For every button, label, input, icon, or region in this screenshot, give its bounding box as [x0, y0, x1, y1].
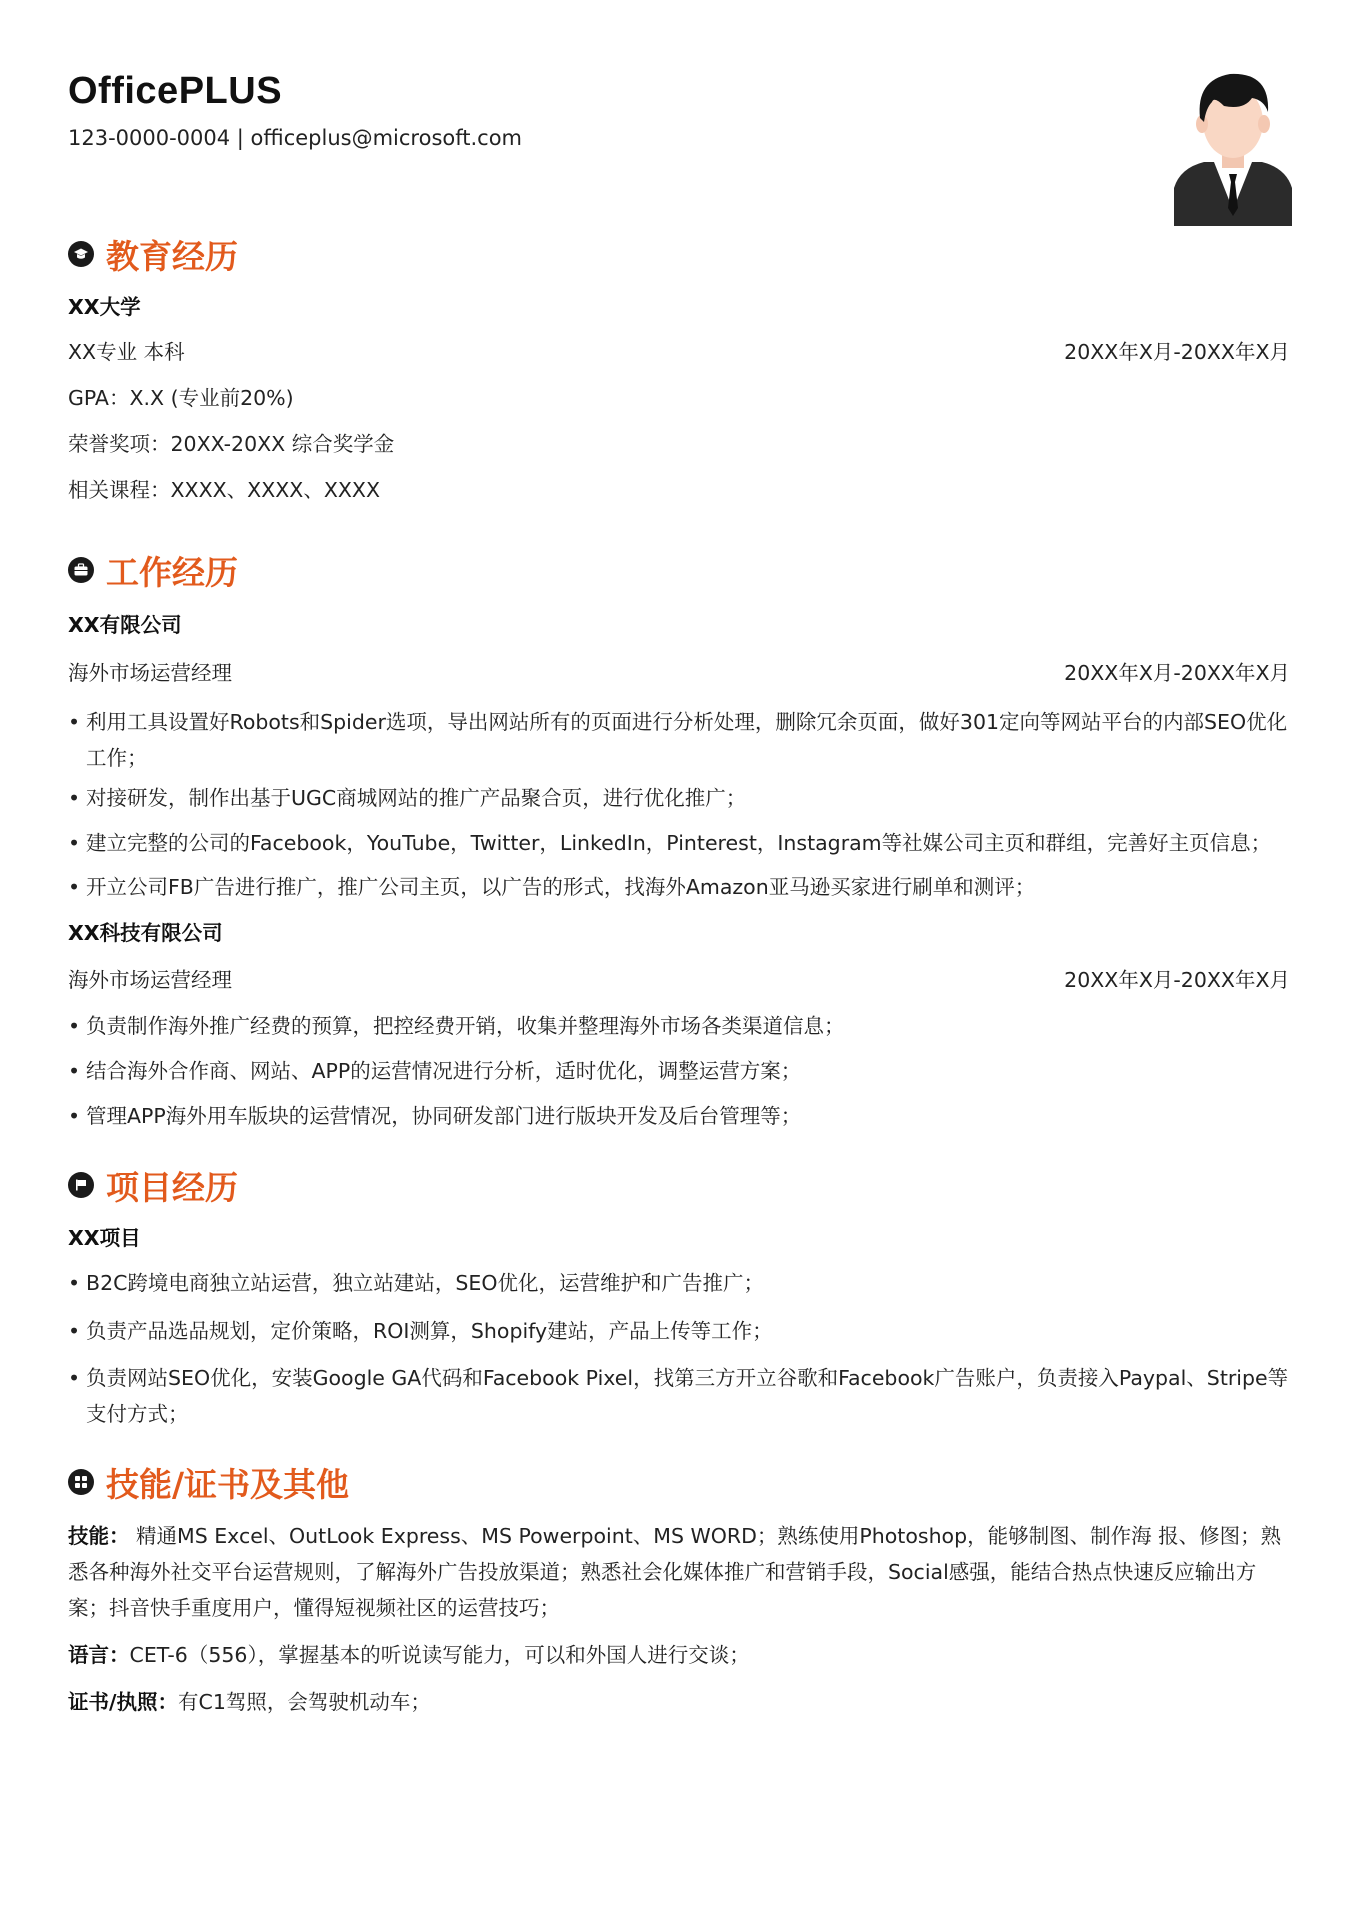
language-text: CET-6（556），掌握基本的听说读写能力，可以和外国人进行交谈；	[129, 1643, 750, 1667]
bullet-text: 负责制作海外推广经费的预算，把控经费开销，收集并整理海外市场各类渠道信息；	[86, 1014, 845, 1038]
section-heading: 工作经历	[106, 552, 238, 592]
honors: 荣誉奖项：20XX-20XX 综合奖学金	[68, 432, 395, 456]
list-item: • 开立公司FB广告进行推广，推广公司主页，以广告的形式，找海外Amazon亚马逊买家进行刷单和测评；	[68, 869, 1290, 905]
section-title-education	[68, 233, 238, 275]
company-name: XX科技有限公司	[68, 921, 223, 945]
list-item: • B2C跨境电商独立站运营，独立站建站，SEO优化，运营维护和广告推广；	[68, 1265, 1290, 1301]
section-title-project	[68, 1164, 238, 1206]
skills-label: 技能：	[68, 1524, 130, 1548]
skills-paragraph	[68, 1518, 1290, 1626]
section-heading: 教育经历	[106, 236, 238, 276]
education-major-row	[68, 337, 1290, 368]
certificate-label: 证书/执照：	[68, 1690, 178, 1714]
company-name: XX有限公司	[68, 613, 182, 637]
list-item: • 对接研发，制作出基于UGC商城网站的推广产品聚合页，进行优化推广；	[68, 780, 1290, 816]
list-item: • 管理APP海外用车版块的运营情况，协同研发部门进行版块开发及后台管理等；	[68, 1098, 1290, 1134]
briefcase-icon	[68, 557, 94, 583]
list-item: • 负责产品选品规划，定价策略，ROI测算，Shopify建站，产品上传等工作；	[68, 1313, 1290, 1349]
section-heading: 项目经历	[106, 1167, 238, 1207]
major-degree: XX专业 本科	[68, 340, 185, 364]
job-role: 海外市场运营经理	[68, 661, 232, 685]
bullet-text: 开立公司FB广告进行推广，推广公司主页，以广告的形式，找海外Amazon亚马逊买家进行刷单和测评；	[86, 875, 1036, 899]
courses: 相关课程：XXXX、XXXX、XXXX	[68, 478, 381, 502]
avatar	[1174, 70, 1292, 226]
avatar-portrait-icon	[1174, 70, 1292, 226]
candidate-name: OfficePLUS	[68, 70, 283, 112]
contact-info: 123-0000-0004 | officeplus@microsoft.com	[68, 126, 523, 150]
certificate-text: 有C1驾照，会驾驶机动车；	[178, 1690, 431, 1714]
project-name: XX项目	[68, 1226, 141, 1250]
list-item: • 负责制作海外推广经费的预算，把控经费开销，收集并整理海外市场各类渠道信息；	[68, 1008, 1290, 1044]
bullet-text: 结合海外合作商、网站、APP的运营情况进行分析，适时优化，调整运营方案；	[86, 1059, 802, 1083]
graduation-cap-icon	[68, 241, 94, 267]
flag-icon	[68, 1172, 94, 1198]
bullet-text: 负责网站SEO优化，安装Google GA代码和Facebook Pixel，找第三方开立谷歌和Facebook广告账户，负责接入Paypal、Stripe等支付方式；	[86, 1366, 1289, 1426]
section-heading: 技能/证书及其他	[106, 1464, 350, 1504]
bullet-text: B2C跨境电商独立站运营，独立站建站，SEO优化，运营维护和广告推广；	[86, 1271, 765, 1295]
list-item: • 建立完整的公司的Facebook，YouTube，Twitter，LinkedIn，Pinterest，Instagram等社媒公司主页和群组，完善好主页信息；	[68, 825, 1290, 861]
gpa: GPA：X.X (专业前20%)	[68, 386, 294, 410]
certificate-paragraph	[68, 1684, 1290, 1720]
bullet-text: 建立完整的公司的Facebook，YouTube，Twitter，LinkedIn，Pinterest，Instagram等社媒公司主页和群组，完善好主页信息；	[86, 831, 1272, 855]
list-item: • 负责网站SEO优化，安装Google GA代码和Facebook Pixel，找第三方开立谷歌和Facebook广告账户，负责接入Paypal、Stripe等支付方式；	[68, 1360, 1290, 1432]
bullet-text: 对接研发，制作出基于UGC商城网站的推广产品聚合页，进行优化推广；	[86, 786, 747, 810]
bullet-text: 管理APP海外用车版块的运营情况，协同研发部门进行版块开发及后台管理等；	[86, 1104, 802, 1128]
list-item: • 利用工具设置好Robots和Spider选项，导出网站所有的页面进行分析处理，删除冗余页面，做好301定向等网站平台的内部SEO优化工作；	[68, 704, 1290, 776]
job-role: 海外市场运营经理	[68, 968, 232, 992]
job-role-row	[68, 965, 1290, 996]
education-date: 20XX年X月-20XX年X月	[1064, 340, 1290, 364]
skills-text: 精通MS Excel、OutLook Express、MS Powerpoint、MS WORD；熟练使用Photoshop，能够制图、制作海 报、修图；熟悉各种海外社交平台运营规则，了解海外广告投放渠道；熟悉社会化媒体推广和营销手段，Social感强，能结合热点快速反应输出方案；抖音快手重度用户，懂得短视频社区的运营技巧；	[68, 1524, 1282, 1620]
job-date: 20XX年X月-20XX年X月	[1064, 968, 1290, 992]
list-item: • 结合海外合作商、网站、APP的运营情况进行分析，适时优化，调整运营方案；	[68, 1053, 1290, 1089]
bullet-text: 利用工具设置好Robots和Spider选项，导出网站所有的页面进行分析处理，删除冗余页面，做好301定向等网站平台的内部SEO优化工作；	[86, 710, 1288, 770]
language-label: 语言：	[68, 1643, 130, 1667]
grid-icon	[68, 1469, 94, 1495]
section-title-skills	[68, 1461, 349, 1503]
job-date: 20XX年X月-20XX年X月	[1064, 661, 1290, 685]
language-paragraph	[68, 1637, 1290, 1673]
bullet-text: 负责产品选品规划，定价策略，ROI测算，Shopify建站，产品上传等工作；	[86, 1319, 773, 1343]
resume-page	[68, 0, 1290, 1920]
school-name: XX大学	[68, 295, 141, 319]
job-role-row	[68, 658, 1290, 689]
section-title-work	[68, 549, 238, 591]
